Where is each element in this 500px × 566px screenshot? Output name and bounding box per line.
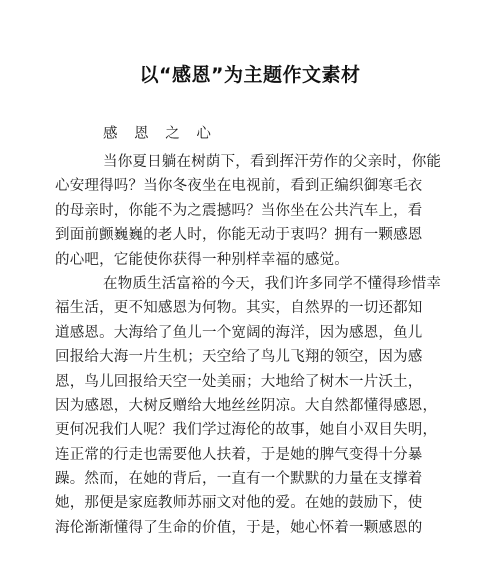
text-line: 她，那便是家庭教师苏丽文对他的爱。在她的鼓励下，使 [55, 495, 423, 512]
text-line: 到面前颤巍巍的老人时，你能无动于衷吗？拥有一颗感恩 [55, 227, 423, 244]
text-line: 的心吧，它能使你获得一种别样幸福的感觉。 [55, 251, 349, 268]
text-line: 心安理得吗？当你冬夜坐在电视前，看到正编织御寒毛衣 [55, 178, 423, 195]
text-line: 恩，鸟儿回报给天空一处美丽；大地给了树木一片沃土， [55, 373, 423, 390]
text-line: 回报给大海一片生机；天空给了鸟儿飞翔的领空，因为感 [55, 349, 423, 366]
text-line: 福生活，更不知感恩为何物。其实，自然界的一切还都知 [55, 300, 423, 317]
text-line: 更何况我们人呢？我们学过海伦的故事，她自小双目失明， [55, 422, 438, 439]
text-line: 道感恩。大海给了鱼儿一个宽阔的海洋，因为感恩，鱼儿 [55, 324, 423, 341]
text-line: 海伦渐渐懂得了生命的价值，于是，她心怀着一颗感恩的 [55, 519, 423, 536]
body-text [55, 150, 442, 540]
text-line: 因为感恩，大树反赠给大地丝丝阴凉。大自然都懂得感恩， [55, 397, 438, 414]
text-line: 当你夏日躺在树荫下，看到挥汗劳作的父亲时，你能 [103, 154, 442, 170]
text-line: 躁。然而，在她的背后，一直有一个默默的力量在支撑着 [55, 471, 423, 488]
text-line: 的母亲时，你能不为之震撼吗？当你坐在公共汽车上，看 [55, 202, 423, 219]
section-heading: 感 恩 之 心 [103, 126, 217, 142]
document-title: 以“感恩”为主题作文素材 [139, 64, 361, 86]
text-line: 在物质生活富裕的今天，我们许多同学不懂得珍惜幸 [103, 275, 442, 292]
text-line: 连正常的行走也需要他人扶着，于是她的脾气变得十分暴 [55, 446, 423, 463]
